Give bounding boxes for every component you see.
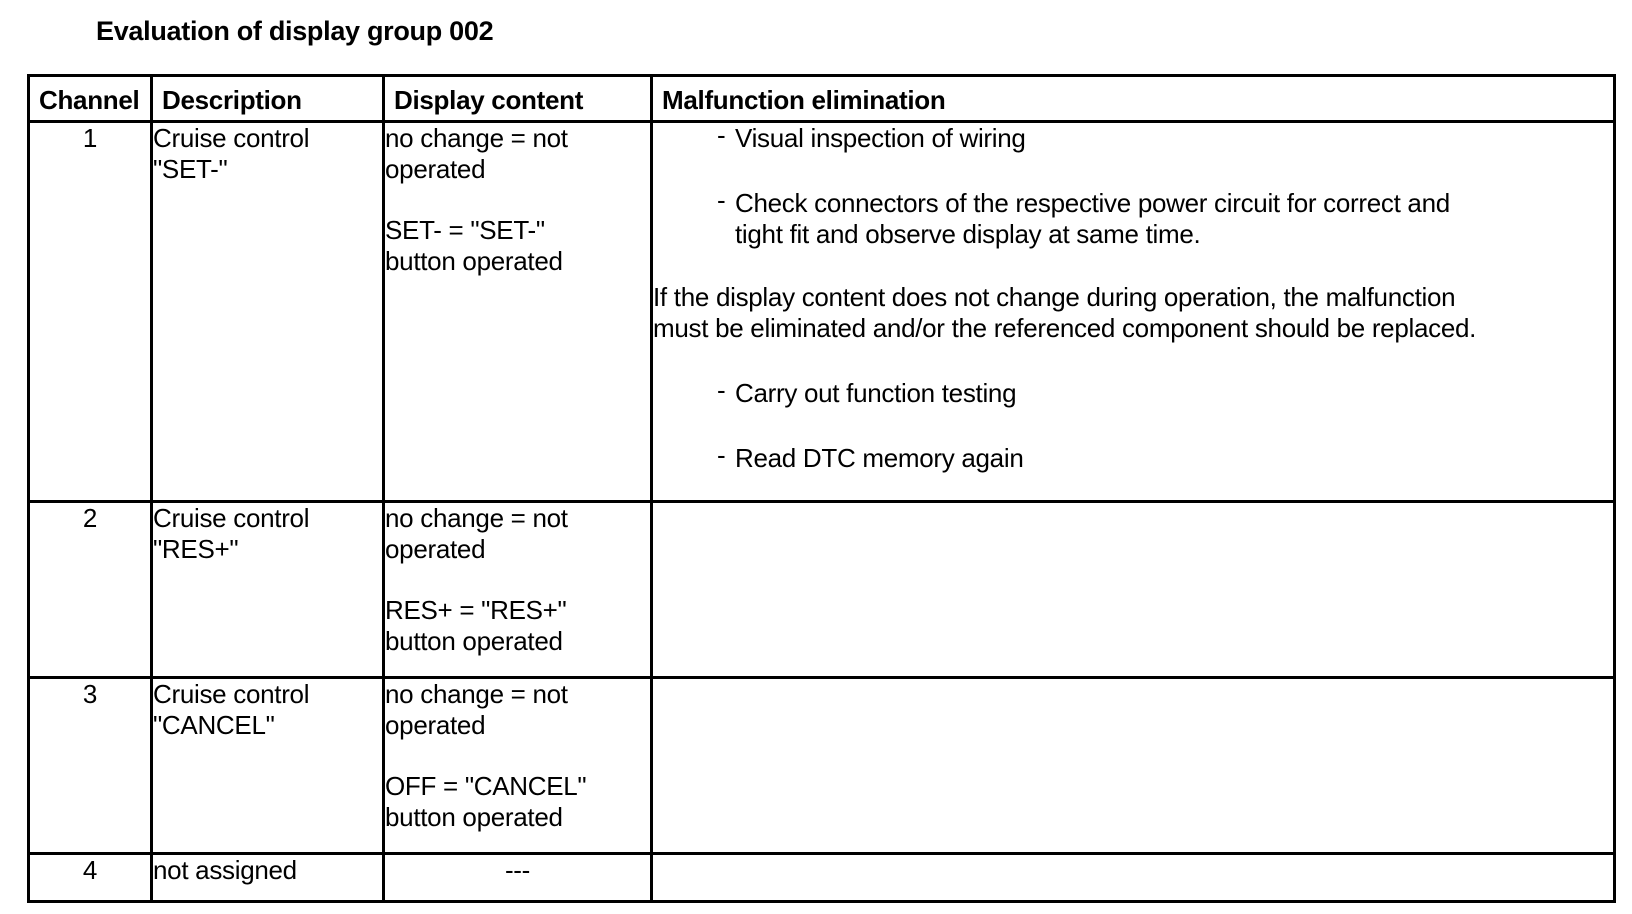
description-line: "RES+" [153,534,239,564]
malfunction-note [653,282,1613,344]
malfunction-elimination [652,502,1615,678]
malfunction-step [717,440,1613,474]
description-line: "SET-" [153,154,228,184]
dash-bullet: - [717,120,726,150]
description-line: not assigned [153,855,297,885]
malfunction-step [717,185,1613,250]
dash-bullet: - [717,185,726,215]
note-line: If the display content does not change during operation, the malfunction [653,282,1456,312]
malfunction-step [717,120,1613,154]
description-line: "CANCEL" [153,710,275,740]
channel-description [152,678,384,854]
step-text: Check connectors of the respective power circuit for correct and [735,188,1450,218]
table-row [29,122,1615,502]
header-malfunction-elimination: Malfunction elimination [652,76,1615,122]
channel-number: 4 [29,854,152,902]
channel-description [152,122,384,502]
display-line: operated [385,534,486,564]
display-line: --- [504,855,531,885]
table-header-row [29,76,1615,122]
display-line: operated [385,710,486,740]
display-line: no change = not [385,123,568,153]
malfunction-step [717,375,1613,409]
dash-bullet: - [717,440,726,470]
channel-description [152,854,384,902]
table-row [29,854,1615,902]
display-line: no change = not [385,503,568,533]
step-text: Read DTC memory again [735,443,1024,473]
display-line: button operated [385,802,563,832]
channel-number: 2 [29,502,152,678]
description-line: Cruise control [153,123,310,153]
step-text: Visual inspection of wiring [735,123,1026,153]
display-entry [385,215,650,277]
malfunction-elimination [652,854,1615,902]
display-content [384,122,652,502]
description-line: Cruise control [153,679,310,709]
step-text: Carry out function testing [735,378,1017,408]
malfunction-elimination [652,122,1615,502]
display-entry [385,595,650,657]
dash-bullet: - [717,375,726,405]
note-line: must be eliminated and/or the referenced component should be replaced. [653,313,1477,343]
display-entry [385,771,650,833]
display-entry [385,123,650,185]
display-line: operated [385,154,486,184]
malfunction-elimination [652,678,1615,854]
page-title: Evaluation of display group 002 [96,16,494,46]
channel-number: 1 [29,122,152,502]
display-entry [385,679,650,741]
header-channel: Channel [29,76,152,122]
display-content [384,854,652,902]
display-line: SET- = "SET-" [385,215,545,245]
step-text: tight fit and observe display at same time. [735,219,1201,249]
table-row [29,678,1615,854]
display-entry [385,503,650,565]
channel-number: 3 [29,678,152,854]
display-content [384,502,652,678]
channel-description [152,502,384,678]
header-description: Description [152,76,384,122]
display-content [384,678,652,854]
display-group-table [27,74,1616,903]
display-line: OFF = "CANCEL" [385,771,587,801]
header-display-content: Display content [384,76,652,122]
display-line: RES+ = "RES+" [385,595,567,625]
description-line: Cruise control [153,503,310,533]
display-line: no change = not [385,679,568,709]
table-row [29,502,1615,678]
display-line: button operated [385,246,563,276]
display-line: button operated [385,626,563,656]
